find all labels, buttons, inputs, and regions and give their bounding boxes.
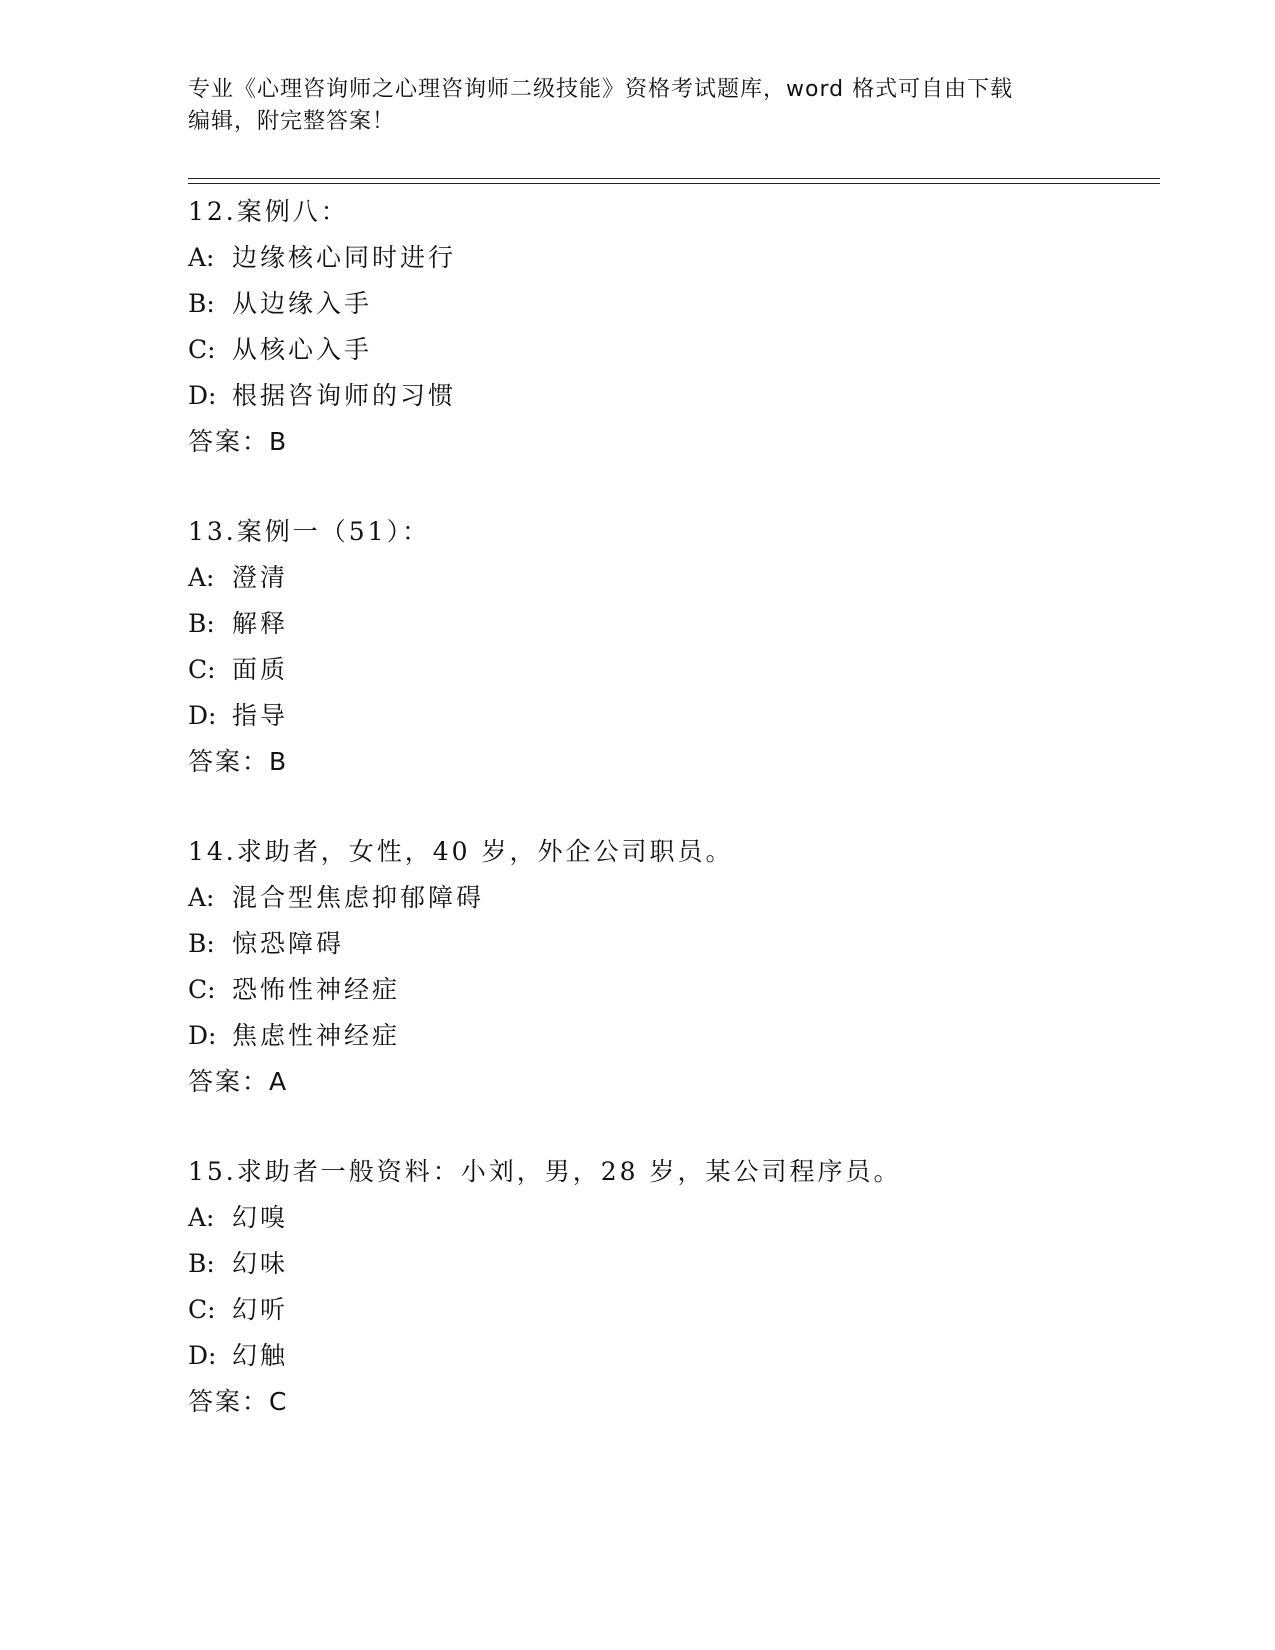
option-d — [188, 373, 1088, 419]
option-text: 澄清 — [232, 563, 289, 592]
option-text: 幻触 — [232, 1341, 289, 1370]
answer-line: 答案：A — [188, 1067, 289, 1096]
option-letter: D: — [188, 701, 217, 730]
option-a — [188, 555, 1088, 601]
option-a — [188, 875, 1088, 921]
option-text: 恐怖性神经症 — [232, 975, 401, 1004]
option-letter: A: — [188, 883, 215, 912]
question-block — [188, 1149, 1088, 1425]
option-c — [188, 647, 1088, 693]
option-text: 幻听 — [232, 1295, 289, 1324]
option-text: 指导 — [232, 701, 289, 730]
question-stem: 14.求助者，女性，40 岁，外企公司职员。 — [188, 837, 734, 866]
option-letter: B: — [188, 289, 215, 318]
answer-line: 答案：B — [188, 427, 289, 456]
option-text: 混合型焦虑抑郁障碍 — [232, 883, 485, 912]
option-letter: C: — [188, 655, 216, 684]
option-letter: C: — [188, 335, 216, 364]
option-b — [188, 601, 1088, 647]
header-title-line-2: 编辑，附完整答案！ — [188, 109, 396, 134]
option-letter: D: — [188, 1341, 217, 1370]
option-a — [188, 235, 1088, 281]
option-letter: C: — [188, 1295, 216, 1324]
option-letter: A: — [188, 563, 215, 592]
option-c — [188, 327, 1088, 373]
header-title-line-1: 专业《心理咨询师之心理咨询师二级技能》资格考试题库，word 格式可自由下载 — [188, 77, 1014, 102]
option-letter: C: — [188, 975, 216, 1004]
option-text: 面质 — [232, 655, 289, 684]
question-stem: 12.案例八： — [188, 197, 349, 226]
option-text: 幻味 — [232, 1249, 289, 1278]
question-stem: 15.求助者一般资料：小刘，男，28 岁，某公司程序员。 — [188, 1157, 902, 1186]
question-block — [188, 829, 1088, 1105]
option-letter: A: — [188, 243, 215, 272]
option-text: 解释 — [232, 609, 289, 638]
option-letter: B: — [188, 609, 215, 638]
option-letter: A: — [188, 1203, 215, 1232]
question-block — [188, 509, 1088, 785]
option-text: 惊恐障碍 — [232, 929, 345, 958]
option-letter: D: — [188, 1021, 217, 1050]
option-letter: B: — [188, 1249, 215, 1278]
option-text: 边缘核心同时进行 — [232, 243, 457, 272]
option-b — [188, 1241, 1088, 1287]
answer-line: 答案：B — [188, 747, 289, 776]
question-stem: 13.案例一（51）： — [188, 517, 431, 546]
option-text: 焦虑性神经症 — [232, 1021, 401, 1050]
option-d — [188, 693, 1088, 739]
option-letter: D: — [188, 381, 217, 410]
option-text: 幻嗅 — [232, 1203, 289, 1232]
option-b — [188, 921, 1088, 967]
document-header — [188, 74, 1088, 138]
option-c — [188, 967, 1088, 1013]
option-text: 根据咨询师的习惯 — [232, 381, 457, 410]
answer-line: 答案：C — [188, 1387, 289, 1416]
option-a — [188, 1195, 1088, 1241]
question-block — [188, 189, 1088, 465]
option-b — [188, 281, 1088, 327]
option-letter: B: — [188, 929, 215, 958]
option-c — [188, 1287, 1088, 1333]
option-text: 从核心入手 — [232, 335, 373, 364]
header-divider-bottom — [188, 183, 1160, 184]
option-d — [188, 1333, 1088, 1379]
option-d — [188, 1013, 1088, 1059]
header-divider-top — [188, 178, 1160, 179]
option-text: 从边缘入手 — [232, 289, 373, 318]
